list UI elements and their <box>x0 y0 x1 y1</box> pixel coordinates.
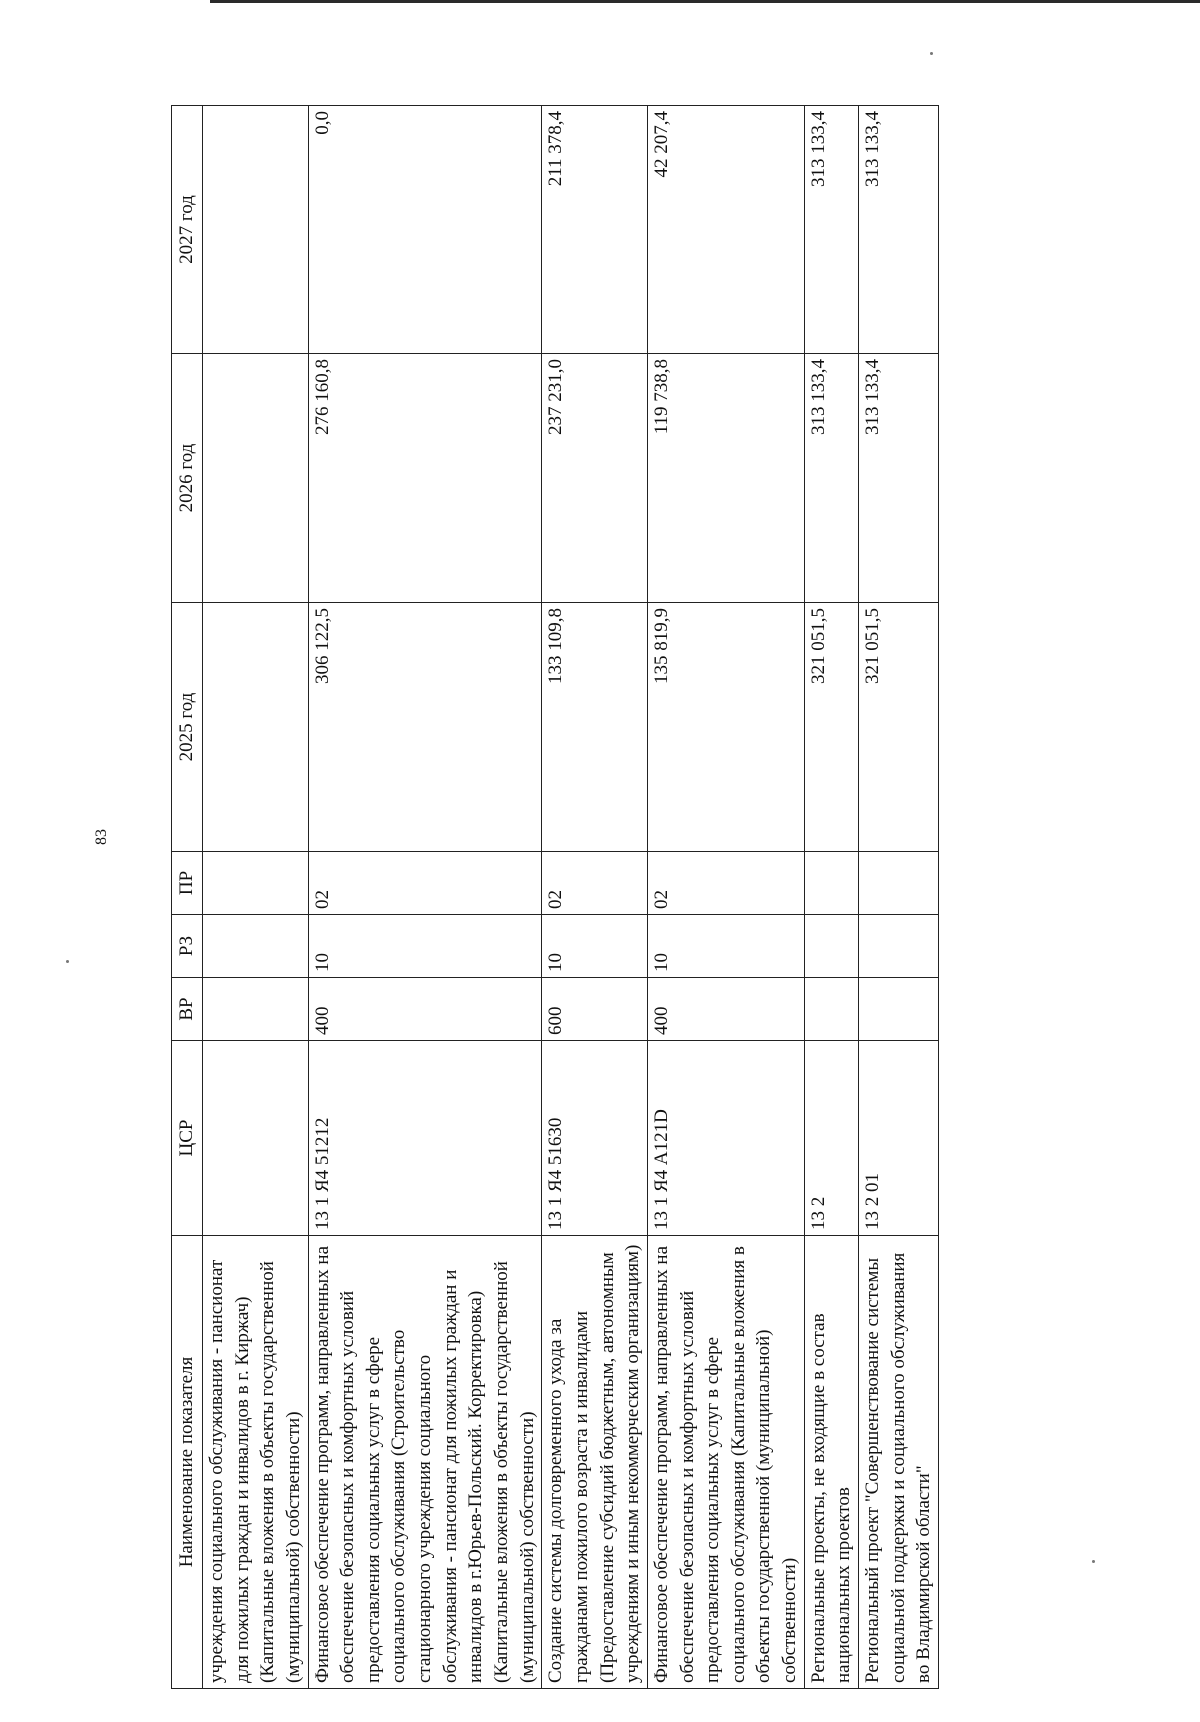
scan-speck <box>930 52 933 55</box>
table-row <box>859 106 939 1689</box>
cell-csr: 13 1 Я4 51212 <box>308 1041 542 1236</box>
cell-2026: 119 738,8 <box>647 354 804 603</box>
header-indicator-name: Наименование показателя <box>172 1236 203 1689</box>
cell-2026: 276 160,8 <box>308 354 542 603</box>
cell-vr: 400 <box>647 978 804 1041</box>
cell-2027 <box>203 106 309 354</box>
budget-table <box>171 105 939 1689</box>
cell-2025: 135 819,9 <box>647 603 804 852</box>
header-csr: ЦСР <box>172 1041 203 1236</box>
cell-csr: 13 2 01 <box>859 1041 939 1236</box>
cell-name: Региональные проекты, не входящие в состав национальных проектов <box>804 1236 858 1689</box>
cell-name: Финансовое обеспечение программ, направленных на обеспечение безопасных и комфортных условий предоставления социальных услуг в сфере социального обслуживания (Капитальные вложения в объекты государственной (муниципальной) собственности) <box>647 1236 804 1689</box>
cell-rz: 10 <box>647 915 804 978</box>
table-row <box>647 106 804 1689</box>
header-2026: 2026 год <box>172 354 203 603</box>
header-2027: 2027 год <box>172 106 203 354</box>
cell-2027: 211 378,4 <box>542 106 648 354</box>
table-row <box>804 106 858 1689</box>
cell-csr: 13 2 <box>804 1041 858 1236</box>
cell-rz: 10 <box>542 915 648 978</box>
cell-pr <box>804 852 858 915</box>
cell-name: Создание системы долговременного ухода за гражданами пожилого возраста и инвалидами (Предоставление субсидий бюджетным, автономным учреждениям и иным некоммерческим организациям) <box>542 1236 648 1689</box>
cell-pr <box>859 852 939 915</box>
header-vr: ВР <box>172 978 203 1041</box>
cell-rz <box>203 915 309 978</box>
header-2025: 2025 год <box>172 603 203 852</box>
cell-2027: 42 207,4 <box>647 106 804 354</box>
cell-2025 <box>203 603 309 852</box>
table-row <box>542 106 648 1689</box>
cell-csr <box>203 1041 309 1236</box>
cell-2026 <box>203 354 309 603</box>
header-pr: ПР <box>172 852 203 915</box>
scan-top-edge <box>210 0 1200 3</box>
cell-name: Региональный проект "Совершенствование системы социальной поддержки и социального обслуживания во Владимирской области" <box>859 1236 939 1689</box>
cell-2027: 313 133,4 <box>859 106 939 354</box>
cell-2025: 133 109,8 <box>542 603 648 852</box>
cell-2025: 321 051,5 <box>859 603 939 852</box>
cell-2025: 321 051,5 <box>804 603 858 852</box>
cell-csr: 13 1 Я4 51630 <box>542 1041 648 1236</box>
cell-rz <box>859 915 939 978</box>
cell-2026: 237 231,0 <box>542 354 648 603</box>
cell-2027: 313 133,4 <box>804 106 858 354</box>
cell-2027: 0,0 <box>308 106 542 354</box>
cell-csr: 13 1 Я4 А121D <box>647 1041 804 1236</box>
header-rz: РЗ <box>172 915 203 978</box>
cell-pr: 02 <box>308 852 542 915</box>
scan-speck <box>66 960 69 963</box>
page-number: 83 <box>93 829 110 845</box>
cell-vr: 400 <box>308 978 542 1041</box>
cell-name: Финансовое обеспечение программ, направленных на обеспечение безопасных и комфортных условий предоставления социальных услуг в сфере социального обслуживания (Строительство стационарного учреждения социального обслуживания - пансионат для пожилых граждан и инвалидов в г.Юрьев-Польский. Корректировка) (Капитальные вложения в объекты государственной (муниципальной) собственности) <box>308 1236 542 1689</box>
cell-vr: 600 <box>542 978 648 1041</box>
cell-2026: 313 133,4 <box>804 354 858 603</box>
rotated-table-sheet <box>171 106 1130 1689</box>
cell-vr <box>804 978 858 1041</box>
table-header-row <box>172 106 203 1689</box>
cell-pr <box>203 852 309 915</box>
cell-vr <box>203 978 309 1041</box>
table-row <box>308 106 542 1689</box>
cell-pr: 02 <box>647 852 804 915</box>
cell-pr: 02 <box>542 852 648 915</box>
cell-2025: 306 122,5 <box>308 603 542 852</box>
cell-2026: 313 133,4 <box>859 354 939 603</box>
cell-rz <box>804 915 858 978</box>
cell-vr <box>859 978 939 1041</box>
table-row <box>203 106 309 1689</box>
cell-name: учреждения социального обслуживания - пансионат для пожилых граждан и инвалидов в г. Киржач) (Капитальные вложения в объекты государственной (муниципальной) собственности) <box>203 1236 309 1689</box>
cell-rz: 10 <box>308 915 542 978</box>
